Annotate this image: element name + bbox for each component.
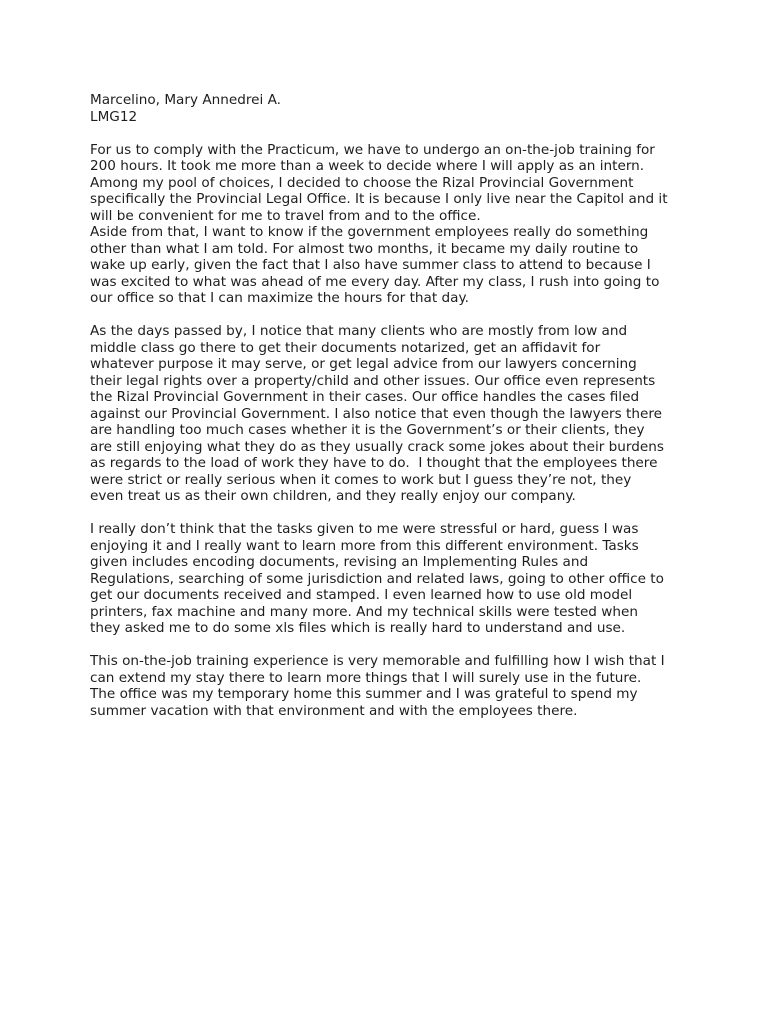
text-line: were strict or really serious when it comes to work but I guess they’re not, they: [90, 471, 632, 488]
text-line: Regulations, searching of some jurisdiction and related laws, going to other office to: [90, 570, 664, 587]
author-name: Marcelino, Mary Annedrei A.: [90, 92, 281, 108]
text-line: their legal rights over a property/child and other issues. Our office even represents: [90, 372, 656, 389]
document-body: [90, 92, 690, 719]
text-line: enjoying it and I really want to learn more from this different environment. Tasks: [90, 537, 639, 554]
text-line: are handling too much cases whether it is the Government’s or their clients, they: [90, 422, 645, 438]
text-line: specifically the Provincial Legal Office. It is because I only live near the Capitol and it: [90, 191, 668, 207]
paragraphs: [90, 142, 690, 720]
paragraph-4: [90, 653, 690, 719]
text-line: Among my pool of choices, I decided to choose the Rizal Provincial Government: [90, 174, 634, 191]
text-line: get our documents received and stamped. I even learned how to use old model: [90, 587, 633, 603]
paragraph-spacer: [90, 505, 690, 522]
text-line: the Rizal Provincial Government in their cases. Our office handles the cases filed: [90, 389, 640, 405]
text-line: summer vacation with that environment and with the employees there.: [90, 702, 578, 719]
text-line: was excited to what was ahead of me every day. After my class, I rush into going to: [90, 273, 660, 290]
paragraph-spacer: [90, 637, 690, 654]
text-line: The office was my temporary home this summer and I was grateful to spend my: [90, 686, 638, 702]
text-line: whatever purpose it may serve, or get legal advice from our lawyers concerning: [90, 356, 637, 372]
text-line: as regards to the load of work they have to do. I thought that the employees there: [90, 455, 658, 471]
text-line: against our Provincial Government. I also notice that even though the lawyers there: [90, 405, 663, 422]
text-line: even treat us as their own children, and they really enjoy our company.: [90, 488, 576, 504]
text-line: Aside from that, I want to know if the government employees really do something: [90, 224, 649, 240]
text-line: I really don’t think that the tasks given to me were stressful or hard, guess I was: [90, 521, 639, 537]
spacer: [90, 125, 690, 142]
text-line: can extend my stay there to learn more things that I will surely use in the future.: [90, 669, 642, 686]
text-line: other than what I am told. For almost two months, it became my daily routine to: [90, 240, 639, 257]
text-line: printers, fax machine and many more. And my technical skills were tested when: [90, 603, 638, 620]
text-line: middle class go there to get their documents notarized, get an affidavit for: [90, 339, 601, 356]
text-line: they asked me to do some xls files which is really hard to understand and use.: [90, 620, 626, 636]
text-line: are still enjoying what they do as they usually crack some jokes about their burdens: [90, 438, 664, 455]
paragraph-3: [90, 521, 690, 637]
text-line: This on-the-job training experience is very memorable and fulfilling how I wish that I: [90, 653, 665, 669]
course-code: LMG12: [90, 108, 138, 125]
text-line: 200 hours. It took me more than a week to decide where I will apply as an intern.: [90, 158, 645, 174]
text-line: our office so that I can maximize the hours for that day.: [90, 290, 469, 306]
paragraph-1: [90, 142, 690, 307]
text-line: As the days passed by, I notice that many clients who are mostly from low and: [90, 323, 628, 339]
text-line: given includes encoding documents, revising an Implementing Rules and: [90, 554, 589, 570]
text-line: For us to comply with the Practicum, we have to undergo an on-the-job training for: [90, 141, 655, 158]
text-line: wake up early, given the fact that I also have summer class to attend to because I: [90, 257, 651, 273]
paragraph-spacer: [90, 307, 690, 324]
text-line: will be convenient for me to travel from and to the office.: [90, 207, 481, 224]
paragraph-2: [90, 323, 690, 505]
